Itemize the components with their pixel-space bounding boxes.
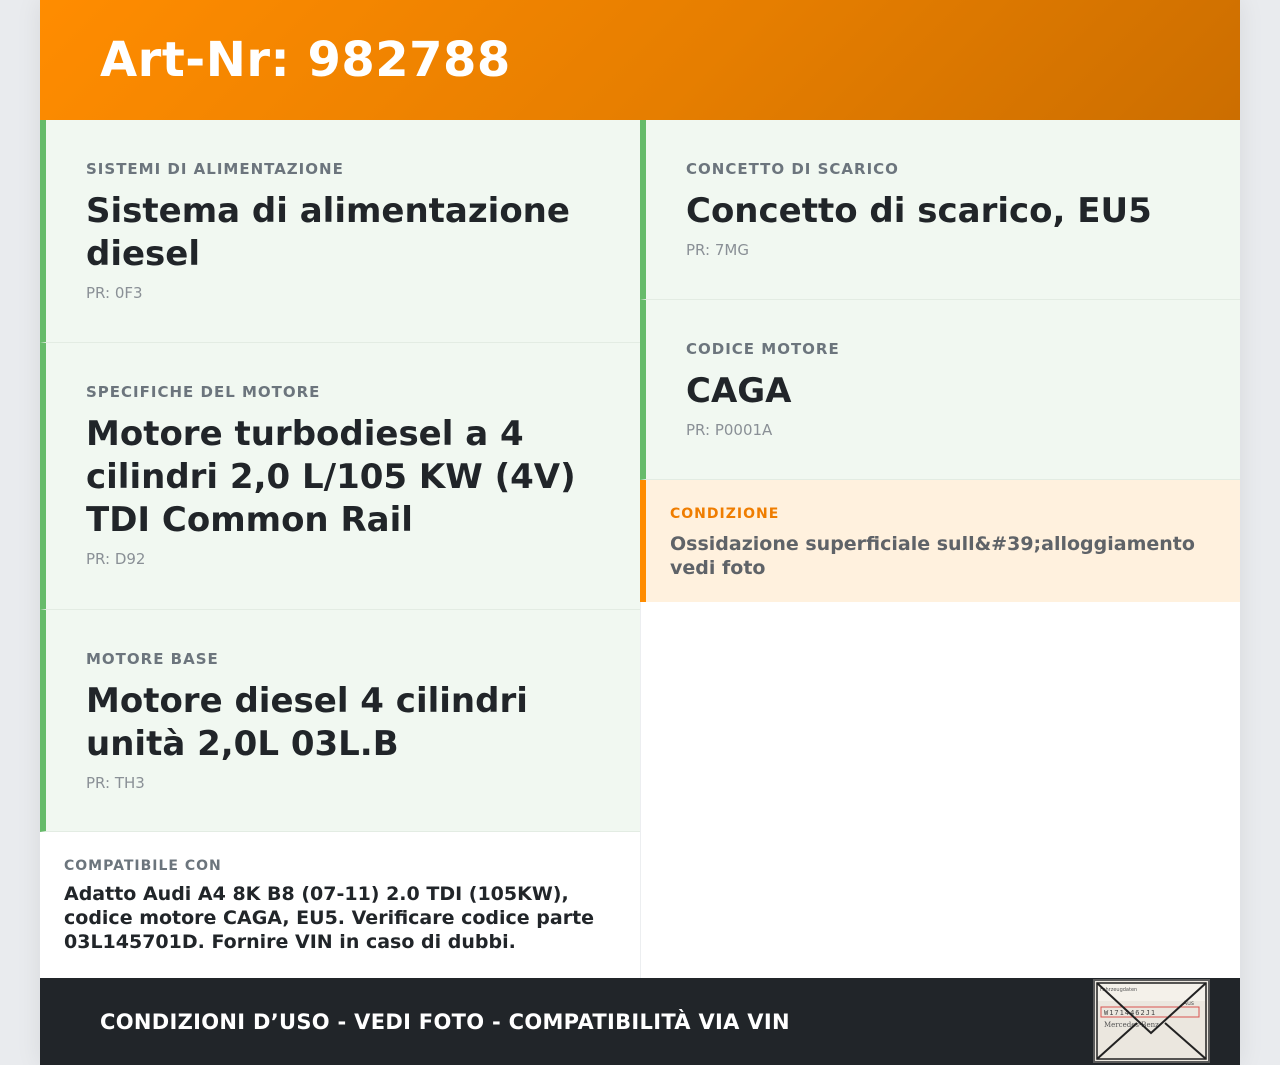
spec-value: Concetto di scarico, EU5 <box>686 191 1152 231</box>
vehicle-data-photo <box>1095 981 1208 1061</box>
condition-section <box>640 480 1240 602</box>
spec-pr-code: PR: P0001A <box>686 421 773 439</box>
article-sheet <box>40 0 1240 1065</box>
photo-caption: Fahrzeugdaten <box>1100 987 1138 993</box>
spec-value: Motore turbodiesel a 4 cilindri 2,0 L/105 KW (4V) TDI Common Rail <box>86 414 576 540</box>
spec-label: MOTORE BASE <box>86 650 219 668</box>
spec-card-fuel-system <box>40 120 640 343</box>
spec-pr-code: PR: D92 <box>86 550 146 568</box>
compatibility-text: Adatto Audi A4 8K B8 (07-11) 2.0 TDI (105KW), codice motore CAGA, EU5. Verificare codice parte 03L145701D. Fornire VIN in caso di dubbi. <box>64 883 595 953</box>
spec-card-engine-code <box>640 300 1240 480</box>
spec-pr-code: PR: TH3 <box>86 774 145 792</box>
spec-card-base-engine <box>40 610 640 832</box>
spec-label: SPECIFICHE DEL MOTORE <box>86 383 321 401</box>
spec-label: SISTEMI DI ALIMENTAZIONE <box>86 160 344 178</box>
compatibility-label: COMPATIBILE CON <box>64 858 222 874</box>
spec-label: CODICE MOTORE <box>686 340 840 358</box>
compatibility-section <box>40 832 640 978</box>
spec-card-engine-specs <box>40 343 640 610</box>
article-number-title: Art-Nr: 982788 <box>100 32 511 88</box>
spec-pr-code: PR: 7MG <box>686 241 749 259</box>
spec-label: CONCETTO DI SCARICO <box>686 160 899 178</box>
footer-bar <box>40 978 1240 1065</box>
article-header <box>40 0 1240 120</box>
vehicle-data-photo-thumbnail[interactable] <box>1093 979 1210 1063</box>
condition-text: Ossidazione superficiale sull&#39;alloggiamento vedi foto <box>670 533 1195 579</box>
spec-value: Sistema di alimentazione diesel <box>86 191 570 274</box>
photo-vin-text: W1714462J1 <box>1104 1009 1157 1017</box>
footer-text: CONDIZIONI D’USO - VEDI FOTO - COMPATIBILITÀ VIA VIN <box>100 1009 790 1034</box>
spec-column-left <box>40 120 641 978</box>
spec-pr-code: PR: 0F3 <box>86 284 143 302</box>
condition-label: CONDIZIONE <box>670 506 780 522</box>
spec-column-right <box>640 120 1240 978</box>
photo-brand-text: Mercedes-Benz <box>1104 1021 1159 1029</box>
spec-grid <box>40 120 1240 978</box>
spec-card-exhaust <box>640 120 1240 300</box>
spec-value: CAGA <box>686 371 792 411</box>
spec-value: Motore diesel 4 cilindri unità 2,0L 03L.B <box>86 681 528 764</box>
photo-mark: Aus <box>1183 1000 1195 1007</box>
